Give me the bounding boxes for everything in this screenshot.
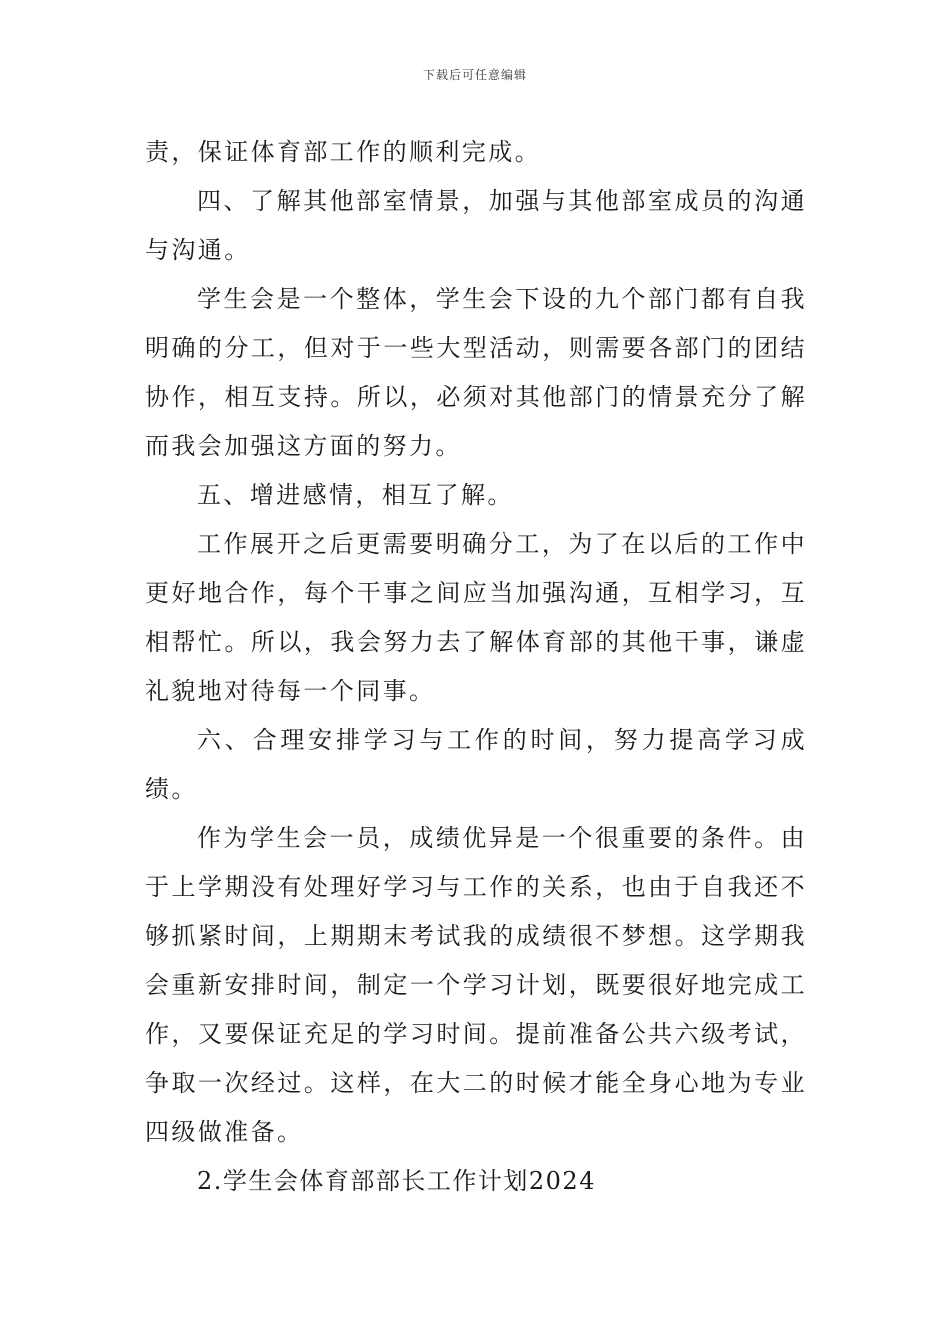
section-heading-five: 五、增进感情，相互了解。 xyxy=(197,481,514,509)
section-heading-six: 六、合理安排学习与工作的时间，努力提高学习成绩。 xyxy=(145,726,807,803)
header-note: 下载后可任意编辑 xyxy=(422,68,527,82)
next-document-title: 2.学生会体育部部长工作计划2024 xyxy=(197,1167,596,1195)
paragraph-continuation: 责，保证体育部工作的顺利完成。 xyxy=(145,138,541,166)
paragraph-cooperation: 工作展开之后更需要明确分工，为了在以后的工作中更好地合作，每个干事之间应当加强沟通，互相学习，互相帮忙。所以，我会努力去了解体育部的其他干事，谦虚礼貌地对待每一个同事。 xyxy=(145,530,807,705)
document-body xyxy=(145,128,807,1206)
paragraph-study-plan: 作为学生会一员，成绩优异是一个很重要的条件。由于上学期没有处理好学习与工作的关系，也由于自我还不够抓紧时间，上期期末考试我的成绩很不梦想。这学期我会重新安排时间，制定一个学习计划，既要很好地完成工作，又要保证充足的学习时间。提前准备公共六级考试，争取一次经过。这样，在大二的时候才能全身心地为专业四级做准备。 xyxy=(145,824,807,1146)
paragraph-departments: 学生会是一个整体，学生会下设的九个部门都有自我明确的分工，但对于一些大型活动，则需要各部门的团结协作，相互支持。所以，必须对其他部门的情景充分了解而我会加强这方面的努力。 xyxy=(145,285,807,460)
section-heading-four: 四、了解其他部室情景，加强与其他部室成员的沟通与沟通。 xyxy=(145,187,807,264)
